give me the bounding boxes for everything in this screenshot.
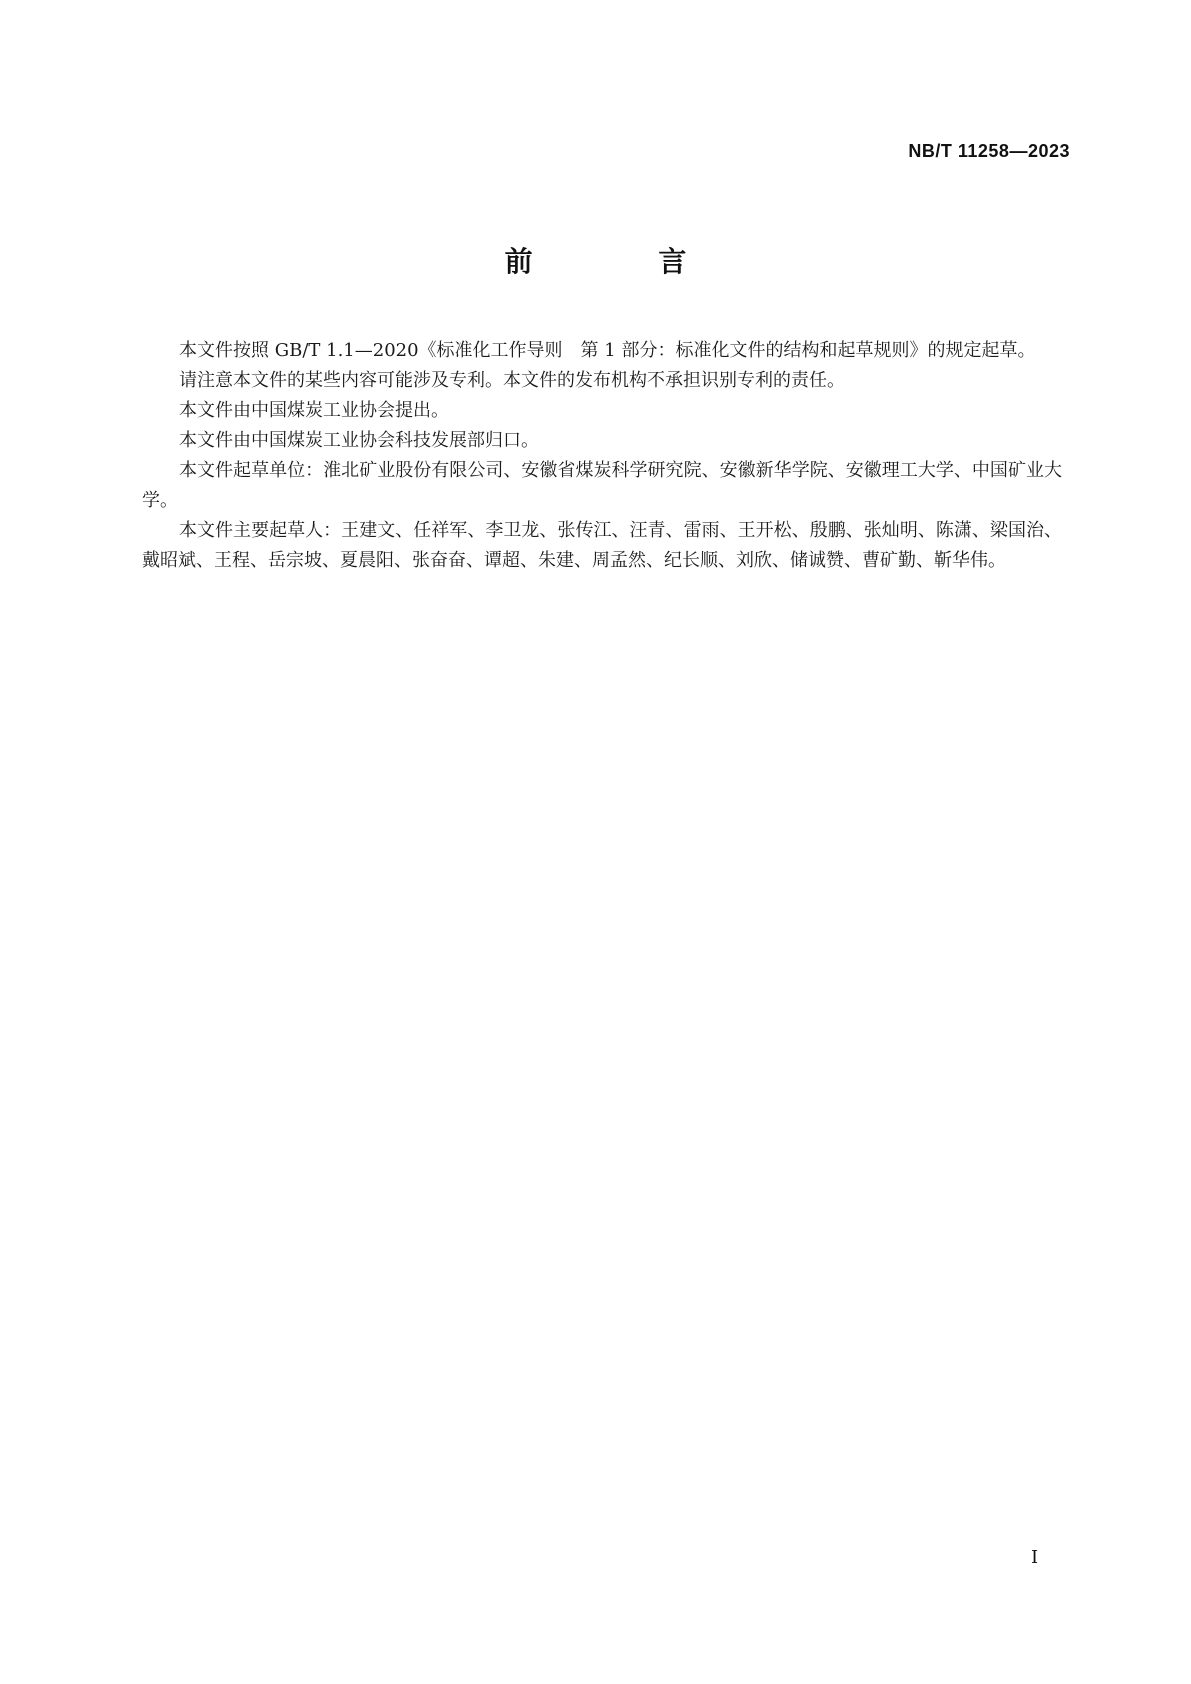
paragraph-centralized-unit: 本文件由中国煤炭工业协会科技发展部归口。 (179, 430, 539, 451)
standard-code: NB/T 11258—2023 (908, 141, 1070, 161)
paragraph-main-drafters: 本文件主要起草人：王建文、任祥军、李卫龙、张传江、汪青、雷雨、王开松、殷鹏、张灿明、陈潇、梁国治、戴昭斌、王程、岳宗坡、夏晨阳、张奋奋、谭超、朱建、周孟然、纪长顺、刘欣、储诚赞、曹矿勤、靳华伟。 (142, 520, 1062, 571)
paragraph-proposer: 本文件由中国煤炭工业协会提出。 (179, 400, 449, 421)
paragraph-drafting-rules: 本文件按照 GB/T 1.1—2020《标准化工作导则 第 1 部分：标准化文件的结构和起草规则》的规定起草。 (179, 340, 1036, 361)
paragraph-drafting-units: 本文件起草单位：淮北矿业股份有限公司、安徽省煤炭科学研究院、安徽新华学院、安徽理工大学、中国矿业大学。 (142, 460, 1062, 511)
foreword-body (142, 336, 1062, 576)
page-number: I (1031, 1547, 1039, 1568)
page-title: 前 言 (504, 245, 745, 278)
paragraph-patent-notice: 请注意本文件的某些内容可能涉及专利。本文件的发布机构不承担识别专利的责任。 (179, 370, 845, 391)
